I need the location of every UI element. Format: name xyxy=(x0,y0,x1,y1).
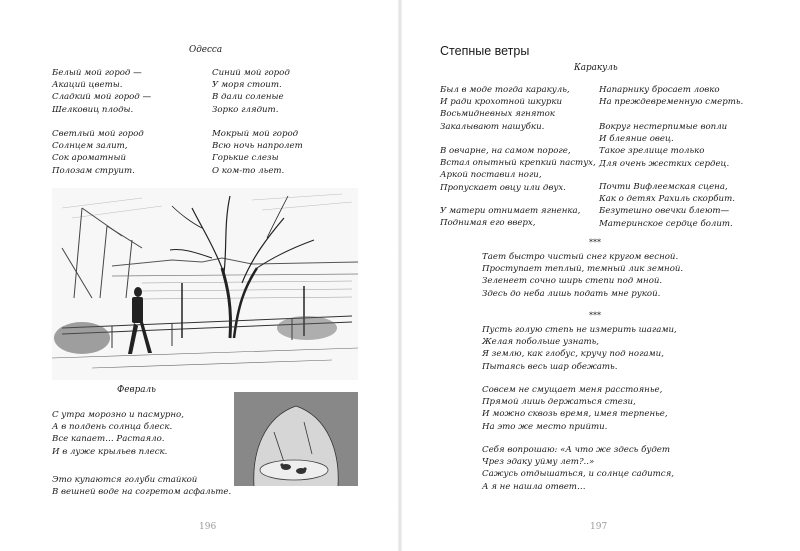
verse-line: Такое зрелище только xyxy=(599,146,705,157)
verse-line: Закалывают нашубки. xyxy=(440,121,545,132)
verse-line: Поднимая его вверх, xyxy=(440,218,536,229)
verse-line: Проступает теплый, темный лик земной. xyxy=(482,264,684,275)
poem-title-odessa: Одесса xyxy=(189,45,223,55)
verse-line: Безутешно овечки блеют— xyxy=(599,206,730,217)
karakul-col1-stanza1 xyxy=(440,84,570,133)
verse-line: На это же место прийти. xyxy=(482,421,608,432)
poem-title-february: Февраль xyxy=(117,385,156,395)
verse-line: Это купаются голуби стайкой xyxy=(52,475,198,485)
verse-line: И можно сквозь время, имея терпенье, xyxy=(482,409,668,420)
verse-line: Пропускает овцу или двух. xyxy=(440,182,566,193)
verse-line: Встал опытный крепкий пастух, xyxy=(440,158,596,169)
right-page xyxy=(402,0,800,551)
odessa-col2-stanza2 xyxy=(212,128,303,177)
verse-line: Почти Вифлеемская сцена, xyxy=(599,182,728,192)
verse-line: Зорко глядит. xyxy=(212,104,279,115)
verse-line: С утра морозно и пасмурно, xyxy=(52,410,184,420)
odessa-col1-stanza2 xyxy=(52,128,144,177)
verse-line: Сладкий мой город — xyxy=(52,92,152,103)
verse-line: И блеяние овец. xyxy=(599,134,674,145)
verse-line: Совсем не смущает меня расстоянье, xyxy=(482,385,663,395)
verse-line: Горькие слезы xyxy=(212,153,279,164)
verse-line: Сок ароматный xyxy=(52,153,127,164)
steppe-stanza2 xyxy=(482,384,668,433)
verse-line: Себя вопрошаю: «А что же здесь будет xyxy=(482,445,671,455)
verse-line: И ради крохотной шкурки xyxy=(440,97,563,108)
verse-line: Материнское сердце болит. xyxy=(599,218,733,229)
verse-line: Солнцем залит, xyxy=(52,141,128,152)
february-stanza2 xyxy=(52,474,231,498)
verse-line: Зеленеет сочно ширь степи под мной. xyxy=(482,276,663,287)
verse-line: Аркой поставил ноги, xyxy=(440,170,542,181)
poem-title-karakul: Каракуль xyxy=(574,63,618,73)
page-number-right: 197 xyxy=(590,522,608,532)
verse-line: Прямой лишь держаться стези, xyxy=(482,397,636,408)
steppe-stanza1 xyxy=(482,324,677,373)
odessa-col2-stanza1 xyxy=(212,67,290,116)
verse-line: Шелковиц плоды. xyxy=(52,104,134,115)
karakul-col2-stanza3 xyxy=(599,181,735,230)
verse-line: Был в моде тогда каракуль, xyxy=(440,85,570,95)
verse-line: У матери отнимает ягненка, xyxy=(440,206,581,216)
karakul-col1-stanza3 xyxy=(440,205,580,229)
verse-line: Тает быстро чистый снег кругом весной. xyxy=(482,252,679,262)
verse-line: Синий мой город xyxy=(212,68,290,78)
february-stanza1 xyxy=(52,409,184,458)
odessa-col1-stanza1 xyxy=(52,67,151,116)
verse-line: Всю ночь напролет xyxy=(212,141,303,152)
verse-line: О ком-то льет. xyxy=(212,165,285,176)
verse-line: Мокрый мой город xyxy=(212,129,299,139)
verse-line: Желая побольше узнать, xyxy=(482,337,600,348)
verse-line: Я землю, как глобус, кручу под ногами, xyxy=(482,349,664,360)
pigeons-puddle-sketch-illustration xyxy=(234,392,358,486)
left-page xyxy=(0,0,398,551)
verse-line: Белый мой город — xyxy=(52,68,142,78)
karakul-col2-stanza2 xyxy=(599,121,729,170)
verse-line: Пусть голую степь не измерить шагами, xyxy=(482,325,677,335)
city-park-sketch-illustration xyxy=(52,188,358,380)
verse-line: Светлый мой город xyxy=(52,129,144,139)
verse-line: Для очень жестких сердец. xyxy=(599,158,730,169)
verse-line: Все капает… Растаяло. xyxy=(52,434,165,445)
verse-line: Здесь до неба лишь подать мне рукой. xyxy=(482,288,661,299)
verse-line: Пытаясь весь шар обежать. xyxy=(482,361,618,372)
verse-line: Вокруг нестерпимые вопли xyxy=(599,122,728,132)
verse-line: А я не нашла ответ… xyxy=(482,481,586,492)
steppe-stanza3 xyxy=(482,444,674,493)
verse-line: В вешней воде на согретом асфальте. xyxy=(52,487,232,498)
verse-line: Чрез эдаку уйму лет?..» xyxy=(482,457,595,468)
verse-line: На преждевременную смерть. xyxy=(599,97,744,108)
karakul-col1-stanza2 xyxy=(440,145,596,194)
verse-line: В овчарне, на самом пороге, xyxy=(440,146,571,156)
separator-stars: *** xyxy=(589,238,601,247)
verse-line: И в луже крыльев плеск. xyxy=(52,446,168,457)
verse-line: Сажусь отдышаться, и солнце садится, xyxy=(482,469,675,480)
karakul-col2-stanza1 xyxy=(599,84,743,108)
section-title: Степные ветры xyxy=(440,44,530,58)
verse-line: Напарнику бросает ловко xyxy=(599,85,720,95)
verse-line: Акаций цветы. xyxy=(52,80,123,91)
page-number-left: 196 xyxy=(199,522,217,532)
verse-line: Полозам струит. xyxy=(52,165,135,176)
verse-line: У моря стоит. xyxy=(212,80,282,91)
verse-line: А в полдень солнца блеск. xyxy=(52,422,173,433)
spring-stanza xyxy=(482,251,683,300)
separator-stars: *** xyxy=(589,311,601,320)
verse-line: Как о детях Рахиль скорбит. xyxy=(599,194,735,205)
verse-line: Восьмидневных ягняток xyxy=(440,109,555,120)
verse-line: В дали соленые xyxy=(212,92,284,103)
